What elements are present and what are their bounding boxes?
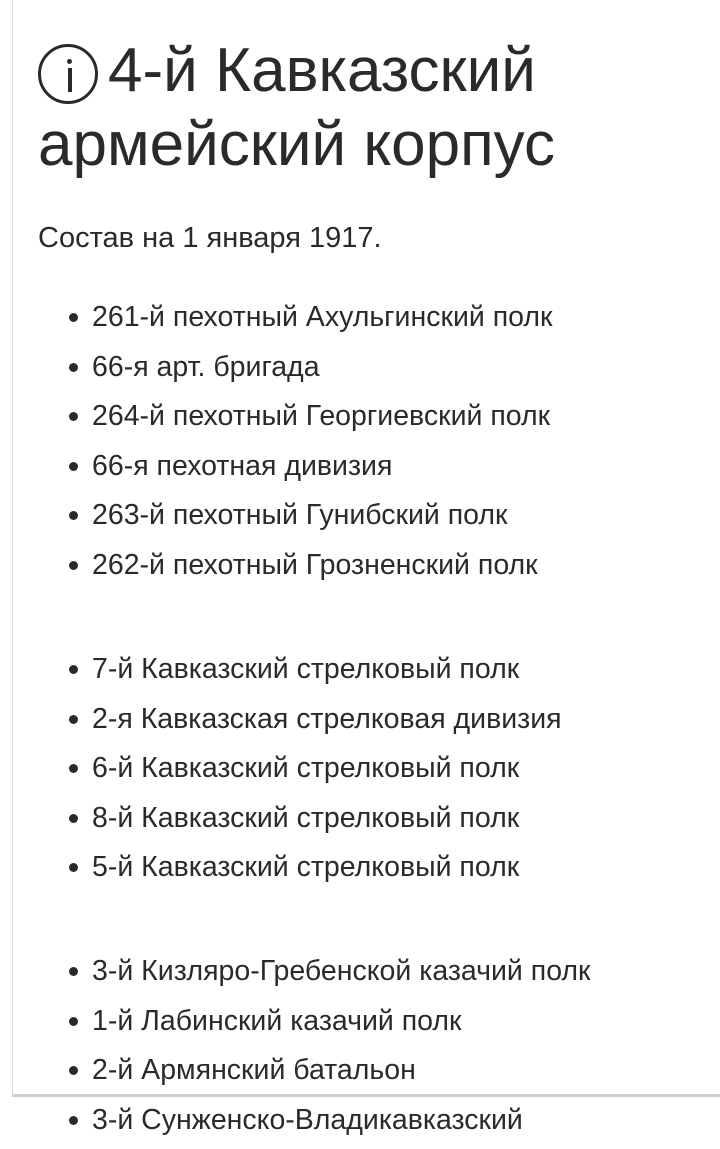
bullet-icon xyxy=(69,715,78,724)
bullet-icon xyxy=(69,814,78,823)
unit-list-group-2 xyxy=(0,649,562,897)
list-item xyxy=(0,446,552,496)
info-icon[interactable] xyxy=(38,44,98,104)
list-item-label: 264-й пехотный Георгиевский полк xyxy=(92,400,551,433)
list-item xyxy=(0,699,562,749)
list-item-label: 2-я Кавказская стрелковая дивизия xyxy=(92,702,562,735)
unit-list-group-3 xyxy=(0,951,591,1149)
bullet-icon xyxy=(69,764,78,773)
bullet-icon xyxy=(69,967,78,976)
list-item xyxy=(0,347,552,397)
bullet-icon xyxy=(69,363,78,372)
list-item-label: 6-й Кавказский стрелковый полк xyxy=(92,752,520,785)
list-item xyxy=(0,495,552,545)
bullet-icon xyxy=(69,1116,78,1125)
list-item xyxy=(0,1100,591,1149)
list-item-label: 263-й пехотный Гунибский полк xyxy=(92,499,508,532)
bullet-icon xyxy=(69,313,78,322)
list-item-label: 2-й Армянский батальон xyxy=(92,1054,416,1087)
unit-list-group-1 xyxy=(0,297,552,595)
list-item xyxy=(0,1050,591,1100)
list-item-label: 261-й пехотный Ахульгинский полк xyxy=(92,301,553,333)
bullet-icon xyxy=(69,511,78,520)
list-item-label: 1-й Лабинский казачий полк xyxy=(92,1004,462,1037)
list-item-label: 66-я арт. бригада xyxy=(92,350,320,383)
bullet-icon xyxy=(69,462,78,471)
list-item xyxy=(0,798,562,848)
bullet-icon xyxy=(69,1017,78,1026)
list-item xyxy=(0,748,562,798)
list-item-label: 262-й пехотный Грозненский полк xyxy=(92,548,538,581)
list-item-label: 66-я пехотная дивизия xyxy=(92,449,393,482)
subtitle: Состав на 1 января 1917. xyxy=(38,222,382,254)
list-item-label: 3-й Кизляро-Гребенской казачий полк xyxy=(92,955,591,987)
list-item-label: 5-й Кавказский стрелковый полк xyxy=(92,851,520,884)
page-title xyxy=(38,34,678,182)
list-item xyxy=(0,847,562,897)
list-item-label: 3-й Сунженско-Владикавказский xyxy=(92,1103,523,1136)
bullet-icon xyxy=(69,1066,78,1075)
list-item xyxy=(0,396,552,446)
bullet-icon xyxy=(69,863,78,872)
list-item-label: 7-й Кавказский стрелковый полк xyxy=(92,653,520,685)
list-item xyxy=(0,951,591,1001)
bullet-icon xyxy=(69,561,78,570)
list-item xyxy=(0,649,562,699)
bullet-icon xyxy=(69,665,78,674)
list-item xyxy=(0,1001,591,1051)
list-item xyxy=(0,545,552,595)
bullet-icon xyxy=(69,412,78,421)
page-title-text: 4-й Кавказский армейский корпус xyxy=(38,36,555,179)
list-item-label: 8-й Кавказский стрелковый полк xyxy=(92,801,520,834)
list-item xyxy=(0,297,552,347)
